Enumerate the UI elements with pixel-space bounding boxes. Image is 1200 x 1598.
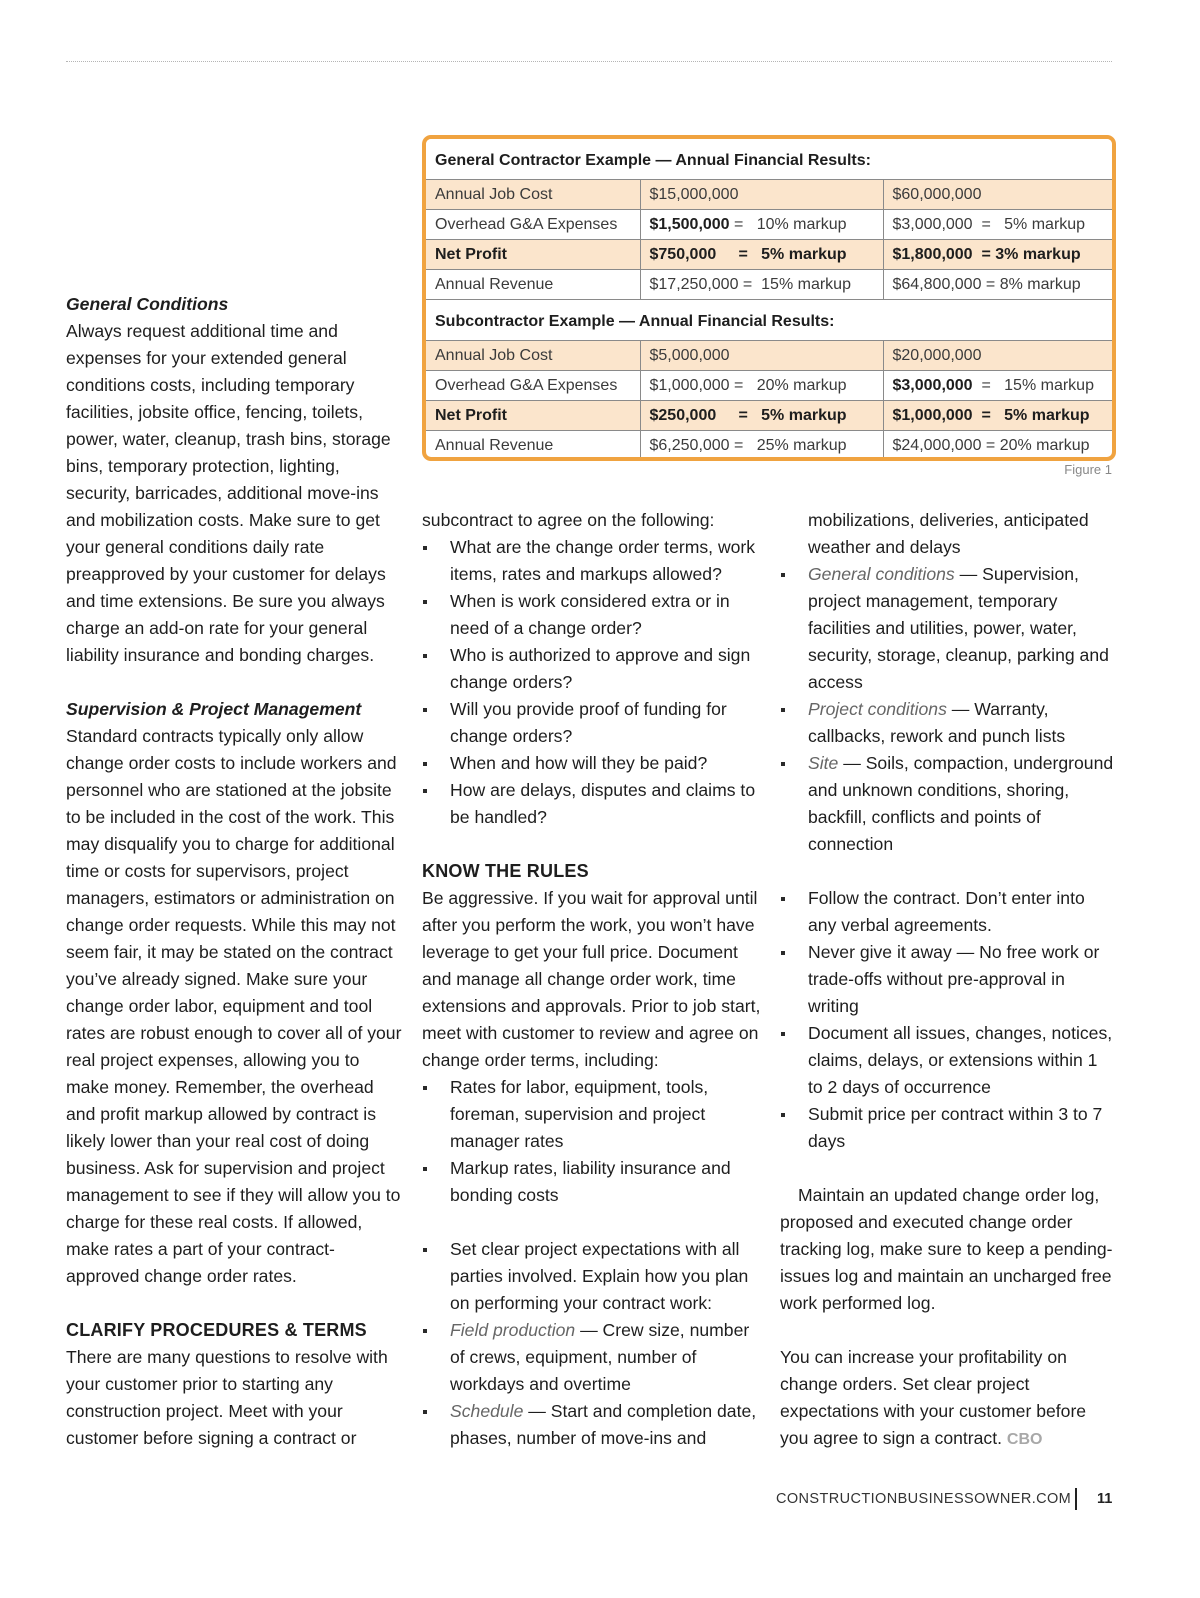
terms-list (422, 1074, 762, 1209)
column-middle (422, 507, 762, 1452)
list-item: Rates for labor, equipment, tools, foreman, supervision and project manager rates (422, 1074, 762, 1155)
table-row: Overhead G&A Expenses $1,500,000 = 10% markup $3,000,000 = 5% markup (426, 210, 1112, 240)
list-item: mobilizations, deliveries, anticipated weather and delays (808, 510, 1089, 557)
list-item: What are the change order terms, work items, rates and markups allowed? (422, 534, 762, 588)
list-item: Who is authorized to approve and sign change orders? (422, 642, 762, 696)
top-dotted-rule (66, 61, 1112, 62)
clarify-procedures-text: There are many questions to resolve with your customer prior to starting any construction project. Meet with your customer before signing a contract or (66, 1347, 388, 1448)
financial-results-table (422, 135, 1116, 461)
list-item: Markup rates, liability insurance and bonding costs (422, 1155, 762, 1209)
general-conditions-text: Always request additional time and expenses for your extended general conditions costs, including temporary facilities, jobsite office, fencing, toilets, power, water, cleanup, trash bins, storage bins, temporary protection, lighting, security, barricades, additional move-ins and mobilization costs. Make sure to get your general conditions daily rate preapproved by your customer for delays and time extensions. Be sure you always charge an add-on rate for your general liability insurance and bonding charges. (66, 321, 391, 665)
questions-list (422, 534, 762, 831)
expectations-list (422, 1236, 762, 1452)
footer-website: CONSTRUCTIONBUSINESSOWNER.COM (776, 1491, 1072, 1507)
clarify-procedures-heading: CLARIFY PROCEDURES & TERMS (66, 1320, 367, 1340)
expectations-list-continued (780, 507, 1114, 858)
column-left (66, 291, 402, 1452)
footer-divider (1075, 1488, 1077, 1510)
questions-intro: subcontract to agree on the following: (422, 510, 715, 530)
figure-caption: Figure 1 (1064, 462, 1112, 477)
table-row: Annual Job Cost $5,000,000 $20,000,000 (426, 341, 1112, 371)
table-row: Annual Revenue $17,250,000 = 15% markup $64,800,000 = 8% markup (426, 270, 1112, 300)
list-item: Set clear project expectations with all parties involved. Explain how you plan on performing your contract work: (422, 1236, 762, 1317)
list-item: Schedule — Start and completion date, phases, number of move-ins and (422, 1398, 762, 1452)
list-item: How are delays, disputes and claims to be handled? (422, 777, 762, 831)
list-item: Project conditions — Warranty, callbacks, rework and punch lists (780, 696, 1114, 750)
list-item: Submit price per contract within 3 to 7 days (780, 1101, 1114, 1155)
table-row: Annual Revenue $6,250,000 = 25% markup $24,000,000 = 20% markup (426, 431, 1112, 461)
table-row: Overhead G&A Expenses $1,000,000 = 20% markup $3,000,000 = 15% markup (426, 371, 1112, 401)
page-number: 11 (1097, 1491, 1113, 1507)
rules-list (780, 885, 1114, 1155)
list-item: Site — Soils, compaction, underground and unknown conditions, shoring, backfill, conflicts and points of connection (780, 750, 1114, 858)
sub-table-title: Subcontractor Example — Annual Financial Results: (426, 300, 1112, 341)
supervision-heading: Supervision & Project Management (66, 699, 362, 719)
list-item: Field production — Crew size, number of crews, equipment, number of workdays and overtime (422, 1317, 762, 1398)
table-row: Annual Job Cost $15,000,000 $60,000,000 (426, 180, 1112, 210)
table-row: Net Profit $250,000 = 5% markup $1,000,000 = 5% markup (426, 401, 1112, 431)
know-the-rules-heading: KNOW THE RULES (422, 861, 589, 881)
closing-text: You can increase your profitability on change orders. Set clear project expectations with your customer before you agree to sign a contract. CBO (780, 1347, 1087, 1448)
gc-table-title: General Contractor Example — Annual Financial Results: (426, 139, 1112, 180)
list-item: Follow the contract. Don’t enter into any verbal agreements. (780, 885, 1114, 939)
list-item: General conditions — Supervision, project management, temporary facilities and utilities, power, water, security, storage, cleanup, parking and access (780, 561, 1114, 696)
list-item: When is work considered extra or in need of a change order? (422, 588, 762, 642)
list-item: Will you provide proof of funding for change orders? (422, 696, 762, 750)
change-log-text: Maintain an updated change order log, proposed and executed change order tracking log, make sure to keep a pending-issues log and maintain an uncharged free work performed log. (780, 1185, 1113, 1313)
list-item: When and how will they be paid? (422, 750, 762, 777)
list-item: Never give it away — No free work or trade-offs without pre-approval in writing (780, 939, 1114, 1020)
supervision-text: Standard contracts typically only allow change order costs to include workers and personnel who are stationed at the jobsite to be included in the cost of the work. This may disqualify you to charge for additional time or costs for supervisors, project managers, estimators or administration on change order requests. While this may not seem fair, it may be stated on the contract you’ve already signed. Make sure your change order labor, equipment and tool rates are robust enough to cover all of your real project expenses, allowing you to make money. Remember, the overhead and profit markup allowed by contract is likely lower than your real cost of doing business. Ask for supervision and project management to see if they will allow you to charge for these real costs. If allowed, make rates a part of your contract-approved change order rates. (66, 726, 402, 1286)
list-item: Document all issues, changes, notices, claims, delays, or extensions within 1 to 2 days of occurrence (780, 1020, 1114, 1101)
general-conditions-heading: General Conditions (66, 294, 229, 314)
know-the-rules-text: Be aggressive. If you wait for approval until after you perform the work, you won’t have leverage to get your full price. Document and manage all change order work, time extensions and approvals. Prior to job start, meet with customer to review and agree on change order terms, including: (422, 888, 761, 1070)
end-mark: CBO (1006, 1431, 1043, 1448)
column-right (780, 507, 1114, 1453)
table-row: Net Profit $750,000 = 5% markup $1,800,000 = 3% markup (426, 240, 1112, 270)
